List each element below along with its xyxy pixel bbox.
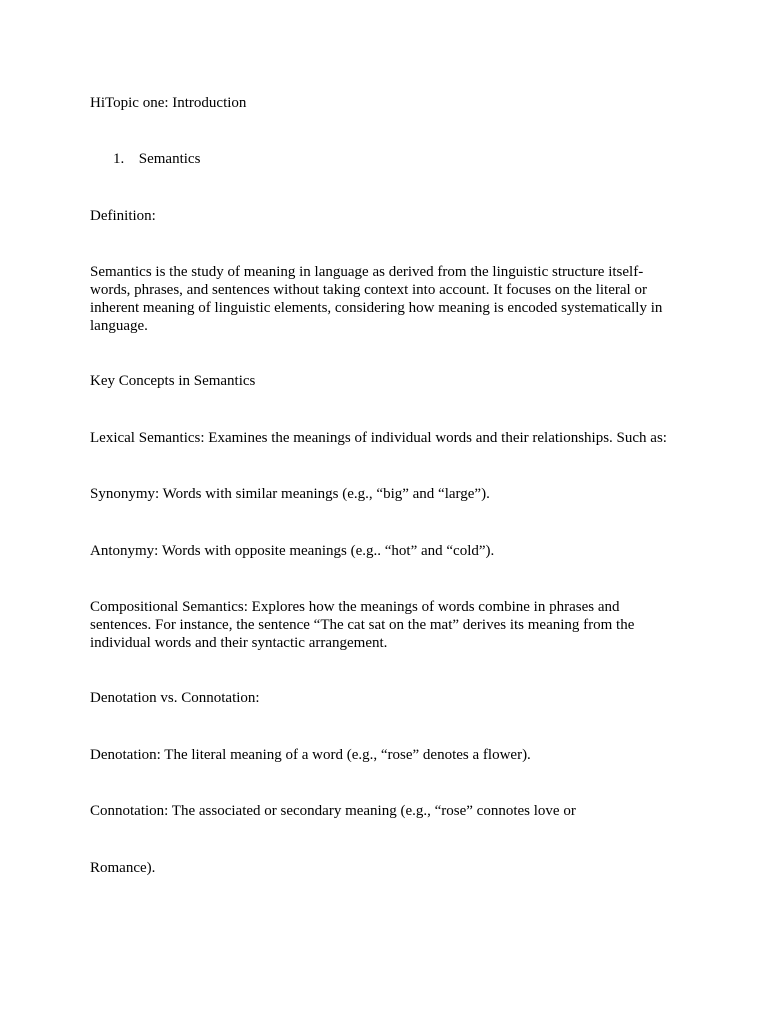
definition-label: Definition: bbox=[90, 208, 156, 224]
list-item-number: 1. bbox=[113, 151, 125, 167]
lexical-semantics-paragraph: Lexical Semantics: Examines the meanings of individual words and their relationships. Such as: bbox=[90, 430, 667, 446]
denotation-paragraph: Denotation: The literal meaning of a word (e.g., “rose” denotes a flower). bbox=[90, 747, 531, 763]
list-item-text: Semantics bbox=[138, 151, 201, 167]
definition-paragraph: Semantics is the study of meaning in language as derived from the linguistic structure itself- words, phrases, and sentences without taking context into account. It focuses on the literal or inherent meaning of linguistic elements, considering how meaning is encoded systematically in language. bbox=[90, 264, 663, 334]
synonymy-paragraph: Synonymy: Words with similar meanings (e.g., “big” and “large”). bbox=[90, 486, 490, 502]
compositional-semantics-paragraph: Compositional Semantics: Explores how the meanings of words combine in phrases and sentences. For instance, the sentence “The cat sat on the mat” derives its meaning from the individual words and their syntactic arrangement. bbox=[90, 599, 635, 651]
connotation-paragraph: Connotation: The associated or secondary meaning (e.g., “rose” connotes love or bbox=[90, 803, 576, 819]
key-concepts-heading: Key Concepts in Semantics bbox=[90, 373, 256, 389]
document-heading: HiTopic one: Introduction bbox=[90, 95, 247, 111]
connotation-continued-paragraph: Romance). bbox=[90, 860, 156, 876]
antonymy-paragraph: Antonymy: Words with opposite meanings (e.g.. “hot” and “cold”). bbox=[90, 543, 495, 559]
denotation-vs-connotation-heading: Denotation vs. Connotation: bbox=[90, 690, 260, 706]
numbered-list-item bbox=[113, 150, 200, 168]
